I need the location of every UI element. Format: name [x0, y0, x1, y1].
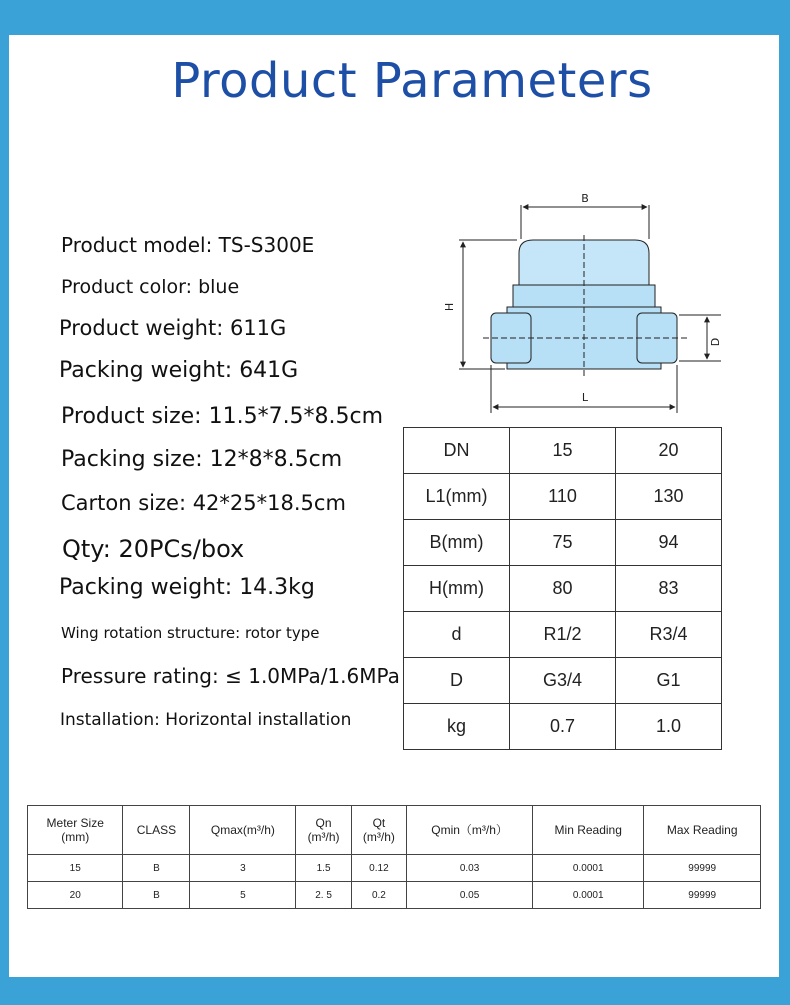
meter-row — [28, 855, 761, 882]
dimension-cell: 75 — [510, 520, 616, 566]
meter-cell: 0.12 — [351, 855, 406, 882]
dimension-table — [403, 427, 722, 750]
meter-cell: 0.0001 — [533, 882, 644, 909]
meter-header-line: (m³/h) — [362, 830, 395, 844]
spec-packing-weight: Packing weight: 641G — [59, 358, 299, 383]
meter-cell: 0.03 — [407, 855, 533, 882]
meter-header-cell — [296, 806, 351, 855]
meter-header-line: (mm) — [61, 830, 90, 844]
meter-spec-table — [27, 805, 761, 909]
meter-header-cell — [190, 806, 296, 855]
dimension-cell: L1(mm) — [404, 474, 510, 520]
label-h: H — [443, 302, 456, 312]
spec-qty: Qty: 20PCs/box — [62, 535, 245, 563]
spec-wing-rotation: Wing rotation structure: rotor type — [61, 624, 320, 642]
dimension-cell: B(mm) — [404, 520, 510, 566]
content-panel — [9, 35, 779, 977]
meter-cell: 0.2 — [351, 882, 406, 909]
spec-carton-weight: Packing weight: 14.3kg — [59, 575, 315, 600]
meter-header-cell — [533, 806, 644, 855]
dimension-row — [404, 612, 722, 658]
label-d: D — [709, 337, 722, 347]
dimension-cell: 15 — [510, 428, 616, 474]
meter-cell: 0.05 — [407, 882, 533, 909]
meter-header-cell — [123, 806, 190, 855]
meter-header-cell — [28, 806, 123, 855]
dimension-row — [404, 428, 722, 474]
dimension-row — [404, 520, 722, 566]
meter-cell: 99999 — [644, 855, 761, 882]
dimension-cell: 20 — [616, 428, 722, 474]
spec-installation: Installation: Horizontal installation — [60, 710, 352, 730]
meter-dimension-diagram — [439, 185, 729, 417]
dimension-cell: 94 — [616, 520, 722, 566]
meter-cell: 0.0001 — [533, 855, 644, 882]
meter-header-cell — [407, 806, 533, 855]
page-title: Product Parameters — [171, 53, 653, 109]
spec-carton-size: Carton size: 42*25*18.5cm — [61, 491, 346, 515]
dimension-cell: R3/4 — [616, 612, 722, 658]
dimension-cell: D — [404, 658, 510, 704]
meter-header-line: (m³/h) — [307, 830, 340, 844]
dimension-cell: G3/4 — [510, 658, 616, 704]
meter-header-line: Meter Size — [46, 815, 104, 830]
spec-packing-size: Packing size: 12*8*8.5cm — [61, 447, 343, 472]
dimension-cell: 80 — [510, 566, 616, 612]
meter-cell: B — [123, 855, 190, 882]
spec-color: Product color: blue — [61, 276, 240, 298]
dimension-cell: 1.0 — [616, 704, 722, 750]
spec-product-size: Product size: 11.5*7.5*8.5cm — [61, 404, 384, 429]
dimension-cell: H(mm) — [404, 566, 510, 612]
meter-header-line: CLASS — [136, 822, 177, 837]
dimension-cell: kg — [404, 704, 510, 750]
meter-cell: 15 — [28, 855, 123, 882]
meter-cell: 5 — [190, 882, 296, 909]
dimension-cell: 0.7 — [510, 704, 616, 750]
dimension-row — [404, 566, 722, 612]
dimension-cell: 110 — [510, 474, 616, 520]
meter-header-line: Qmax(m³/h) — [210, 822, 275, 837]
label-b: B — [581, 192, 589, 205]
meter-header-line: Qmin（m³/h） — [431, 822, 508, 837]
meter-header-line: Max Reading — [666, 822, 738, 837]
meter-row — [28, 882, 761, 909]
dimension-cell: R1/2 — [510, 612, 616, 658]
meter-cell: 2. 5 — [296, 882, 351, 909]
meter-cell: 20 — [28, 882, 123, 909]
spec-pressure-rating: Pressure rating: ≤ 1.0MPa/1.6MPa — [61, 664, 400, 688]
meter-header-cell — [644, 806, 761, 855]
meter-body-shape — [491, 240, 677, 369]
meter-header-line: Qt — [372, 815, 386, 830]
meter-header-line: Qn — [315, 815, 332, 830]
meter-header-cell — [351, 806, 406, 855]
dimension-cell: 130 — [616, 474, 722, 520]
dimension-cell: d — [404, 612, 510, 658]
meter-cell: 99999 — [644, 882, 761, 909]
label-l: L — [581, 391, 589, 404]
dimension-row — [404, 658, 722, 704]
dimension-row — [404, 474, 722, 520]
dimension-cell: G1 — [616, 658, 722, 704]
spec-product-weight: Product weight: 611G — [59, 316, 287, 340]
dimension-cell: DN — [404, 428, 510, 474]
meter-cell: 1.5 — [296, 855, 351, 882]
meter-cell: B — [123, 882, 190, 909]
dimension-cell: 83 — [616, 566, 722, 612]
spec-model: Product model: TS-S300E — [61, 233, 315, 257]
dimension-row — [404, 704, 722, 750]
meter-header-line: Min Reading — [554, 822, 622, 837]
meter-cell: 3 — [190, 855, 296, 882]
